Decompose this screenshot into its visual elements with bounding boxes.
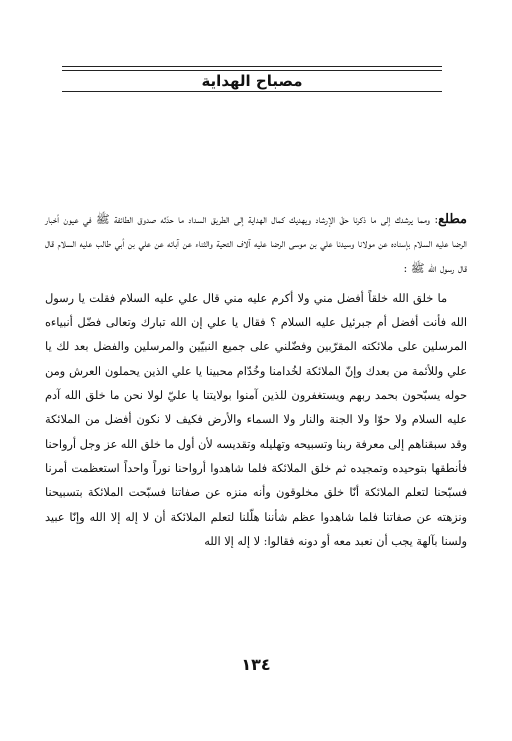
intro-heading-word: مطلع: [438, 212, 467, 227]
page-number: ١٣٤: [241, 655, 271, 674]
running-header: [62, 60, 442, 96]
intro-paragraph: [45, 208, 467, 281]
book-title: مصباح الهداية: [201, 72, 303, 90]
header-rule-top: [62, 66, 442, 67]
intro-text: : ومما يرشدك إلى ما ذكرنا حقّ الإرشاد ويهديك كمال الهداية إلى الطريق السداد ما حدّثه صدوق الطائفة ﷺ في عيون أخبار الرضا عليه السلام بإسناده عن مولانا وسيدنا علي بن موسى الرضا عليه آلاف التحية والثناء عن آبائه عن علي بن أبي طالب عليه السلام قال قال رسول الله ﷺ :: [45, 213, 467, 275]
main-text: [45, 208, 467, 554]
hadith-paragraph: ما خلق الله خلقاً أفضل مني ولا أكرم عليه مني قال علي عليه السلام فقلت يا رسول الله فأنت أفضل أم جبرئيل عليه السلام ؟ فقال يا علي إن الله تبارك وتعالى فضّل أنبياءه المرسلين على ملائكته المقرّبين وفضّلني على جميع النبيّين والمرسلين والفضل بعد لك يا علي وللأئمة من بعدك وإنّ الملائكة لخُدامنا وخُدّام محبينا يا علي الذين يحملون العرش ومن حوله يسبّحون بحمد ربهم ويستغفرون للذين آمنوا بولايتنا يا عليّ لولا نحن ما خلق الله آدم عليه السلام ولا حوّا ولا الجنة والنار ولا السماء والأرض فكيف لا نكون أفضل من الملائكة وقد سبقناهم إلى معرفة ربنا وتسبيحه وتهليله وتقديسه لأن أول ما خلق الله عز وجل أرواحنا فأنطقها بتوحيده وتمجيده ثم خلق الملائكة فلما شاهدوا أرواحنا نوراً واحداً استعظمت أمرنا فسبّحنا لتعلم الملائكة أنّا خلق مخلوقون وأنه منزه عن صفاتنا فسبّحت الملائكة بتسبيحنا ونزهته عن صفاتنا فلما شاهدوا عظم شأننا هلّلنا لتعلم الملائكة أن لا إله إلا الله وإنّا عبيد ولسنا بآلهة يجب أن نعبد معه أو دونه فقالوا: لا إله إلا الله: [45, 291, 467, 548]
header-rule-bottom: [62, 91, 442, 92]
